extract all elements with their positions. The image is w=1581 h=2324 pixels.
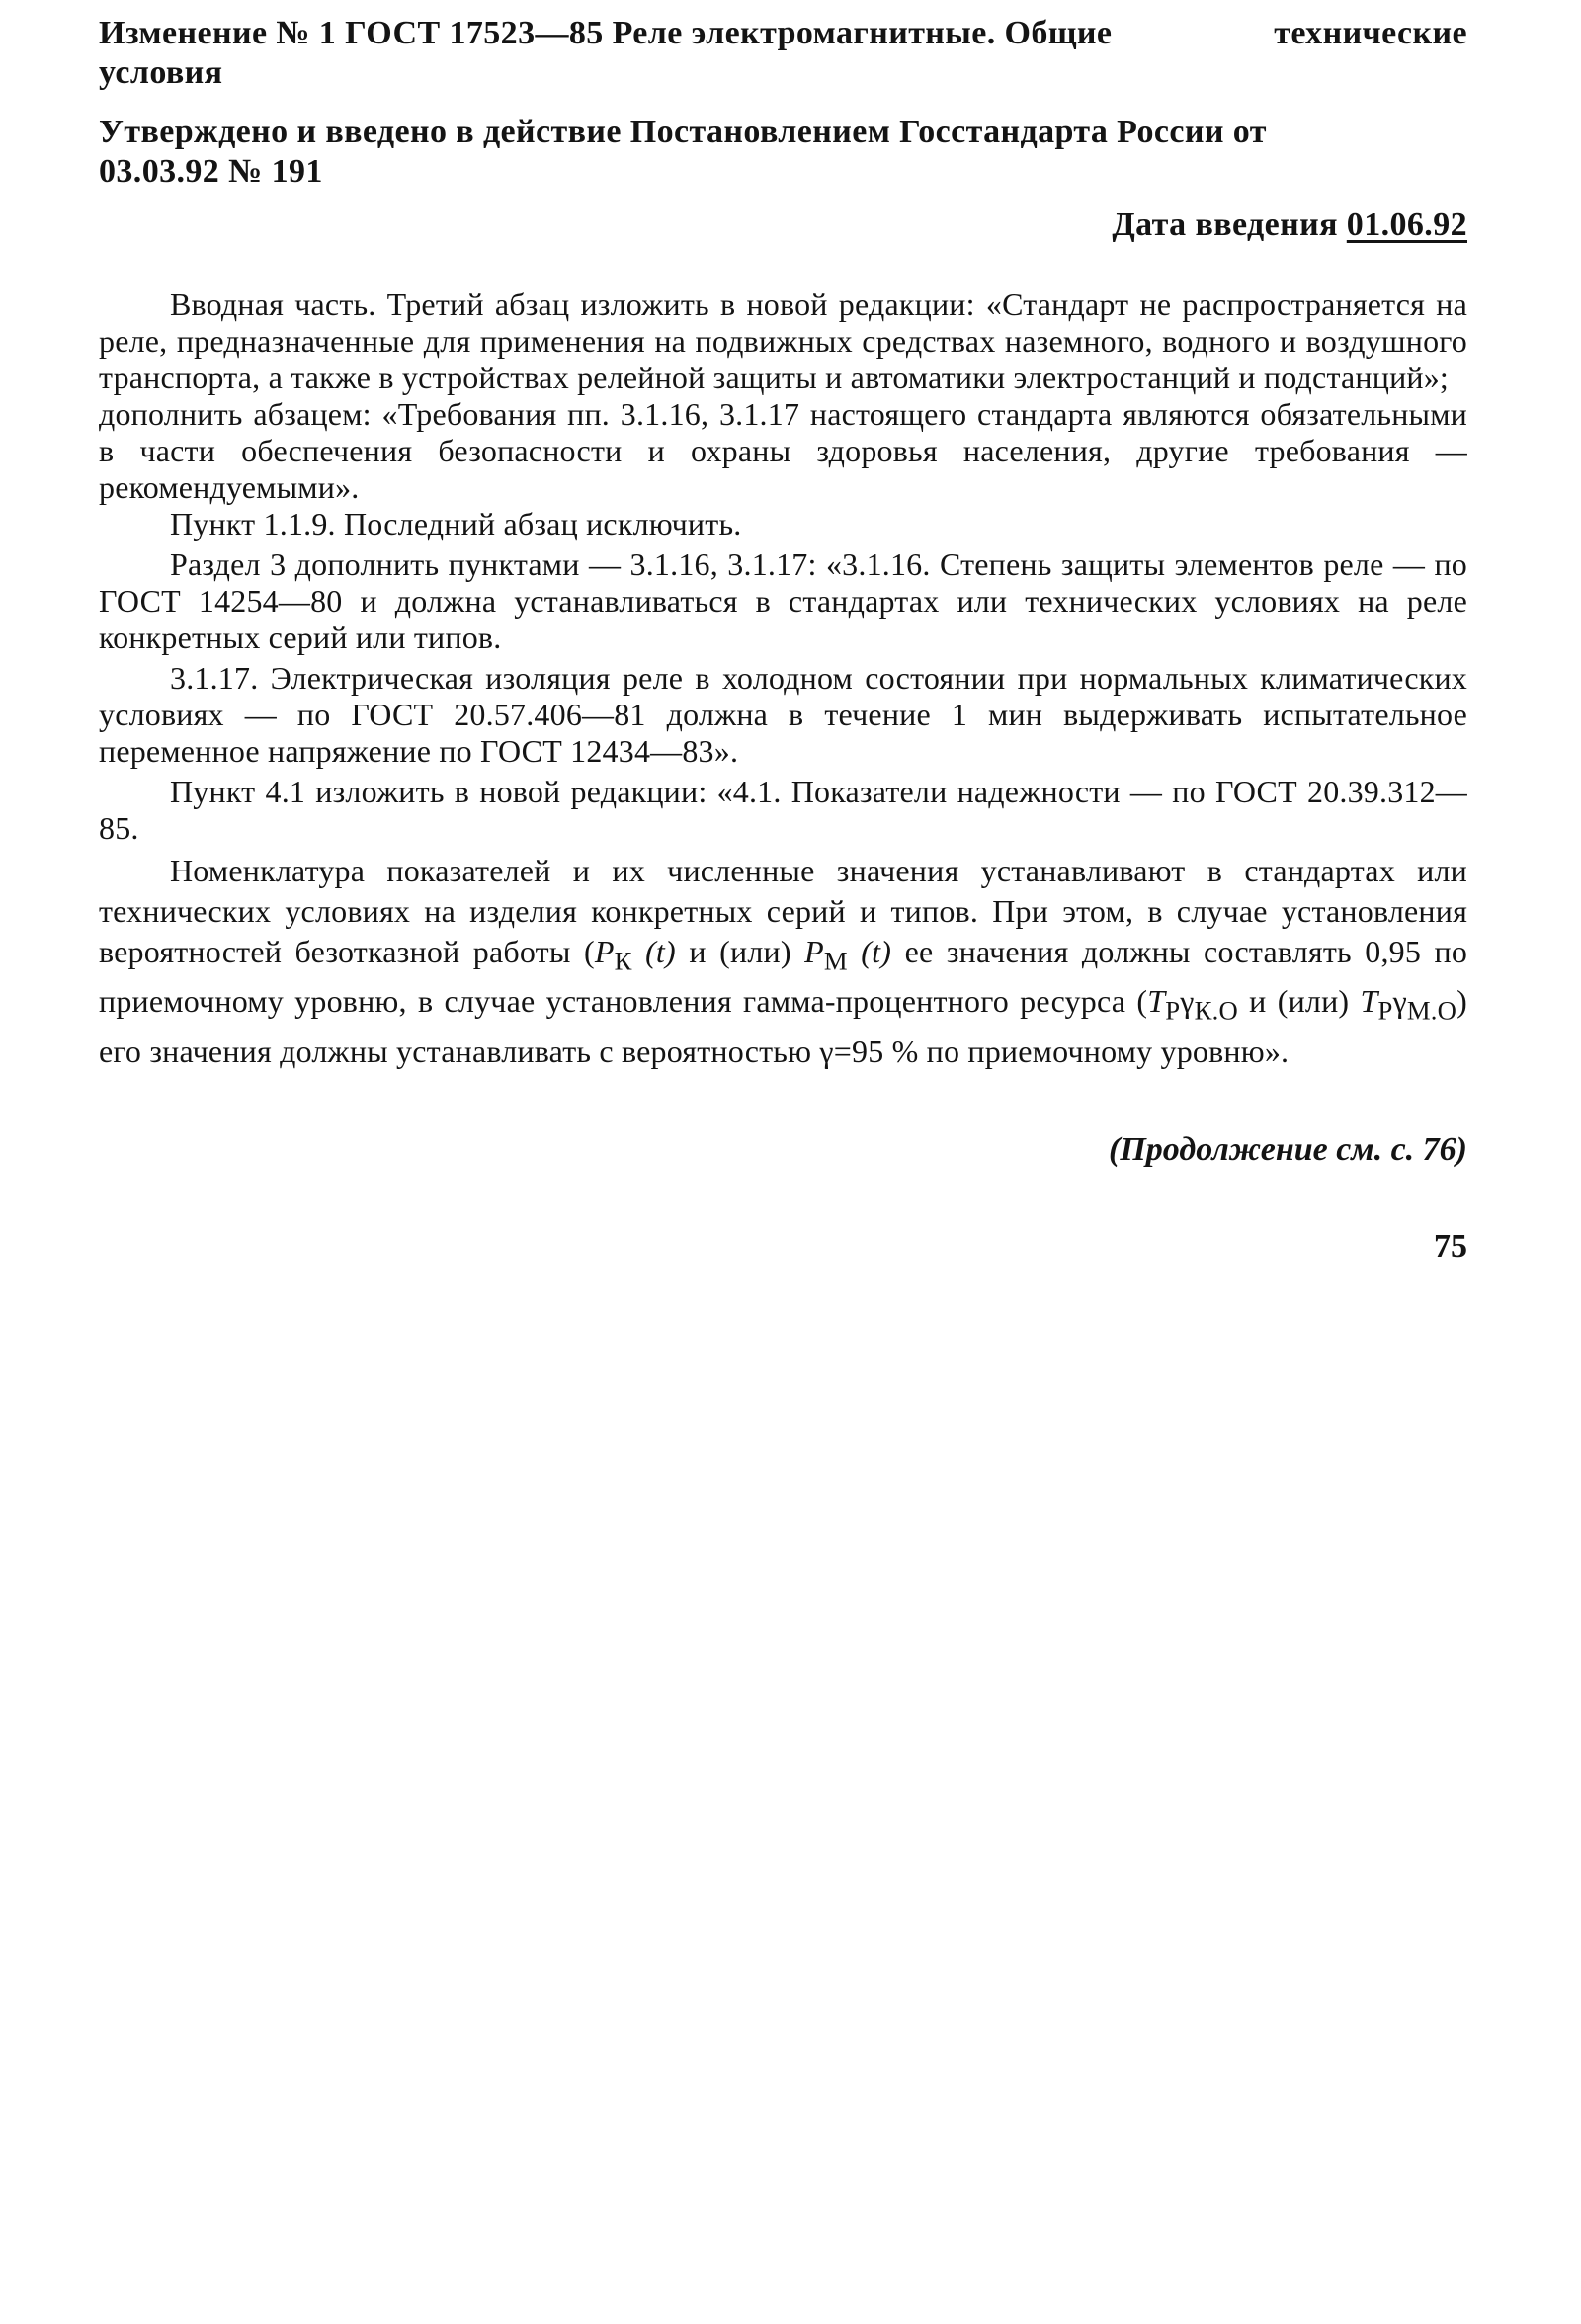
paragraph-clause-1-1-9: Пункт 1.1.9. Последний абзац исключить. (170, 506, 742, 541)
continuation-note: (Продолжение см. с. 76) (1109, 1130, 1467, 1168)
paragraph-section-3: Раздел 3 дополнить пунктами — 3.1.16, 3.1.17: «3.1.16. Степень защиты элементов реле — по ГОСТ 14254—80 и должна устанавливаться в стандартах или технических условиях на реле конкретных серий или типов. (99, 546, 1467, 655)
approval-statement (99, 113, 1467, 192)
header-title-end: технические (1274, 15, 1467, 51)
header-title-continuation: условия (99, 54, 223, 91)
page-number: 75 (1434, 1227, 1467, 1265)
approval-text: Утверждено и введено в действие Постановлением Госстандарта России от (99, 114, 1267, 150)
approval-line (99, 113, 1467, 152)
paragraph-clause-3-1-17: 3.1.17. Электрическая изоляция реле в холодном состоянии при нормальных климатических условиях — по ГОСТ 20.57.406—81 должна в течение 1 мин выдерживать испытательное переменное напряжение по ГОСТ 12434—83». (99, 660, 1467, 769)
paragraph-supplement: дополнить абзацем: «Требования пп. 3.1.16, 3.1.17 настоящего стандарта являются обязательными в части обеспечения безопасности и охраны здоровья населения, другие требования — рекомендуемыми». (99, 396, 1467, 505)
effective-date-line (99, 206, 1467, 245)
effective-date: 01.06.92 (1346, 207, 1467, 243)
header-title: Изменение № 1 ГОСТ 17523—85 Реле электромагнитные. Общие (99, 15, 1113, 51)
header-title-line (99, 14, 1467, 53)
effective-date-label: Дата введения (1112, 207, 1338, 243)
approval-decree: 03.03.92 № 191 (99, 153, 323, 190)
paragraph-reliability: Номенклатура показателей и их численные значения устанавливают в стандартах или технических условиях на изделия конкретных серий и типов. При этом, в случае установления вероятностей безотказной работы ($Р_К$ (t) и (или) $Р_М$ (t) ее значения должны составлять 0,95 по приемочному уровню, в случае установления гамма-процентного ресурса ($Т_Р\gamma_{К.О}$ и (или) $Т_Р\gamma_{М.О}$) его значения должны устанавливать с вероятностью γ=95 % по приемочному уровню». (99, 853, 1468, 1069)
paragraph-introduction: Вводная часть. Третий абзац изложить в новой редакции: «Стандарт не распространяется на реле, предназначенные для применения на подвижных средствах наземного, водного и воздушного транспорта, а также в устройствах релейной защиты и автоматики электростанций и подстанций»; (99, 287, 1467, 395)
document-body (99, 287, 1467, 1072)
document-header (99, 14, 1467, 245)
document-page (99, 14, 1467, 1266)
paragraph-clause-4-1: Пункт 4.1 изложить в новой редакции: «4.1. Показатели надежности — по ГОСТ 20.39.312—85. (99, 774, 1467, 846)
